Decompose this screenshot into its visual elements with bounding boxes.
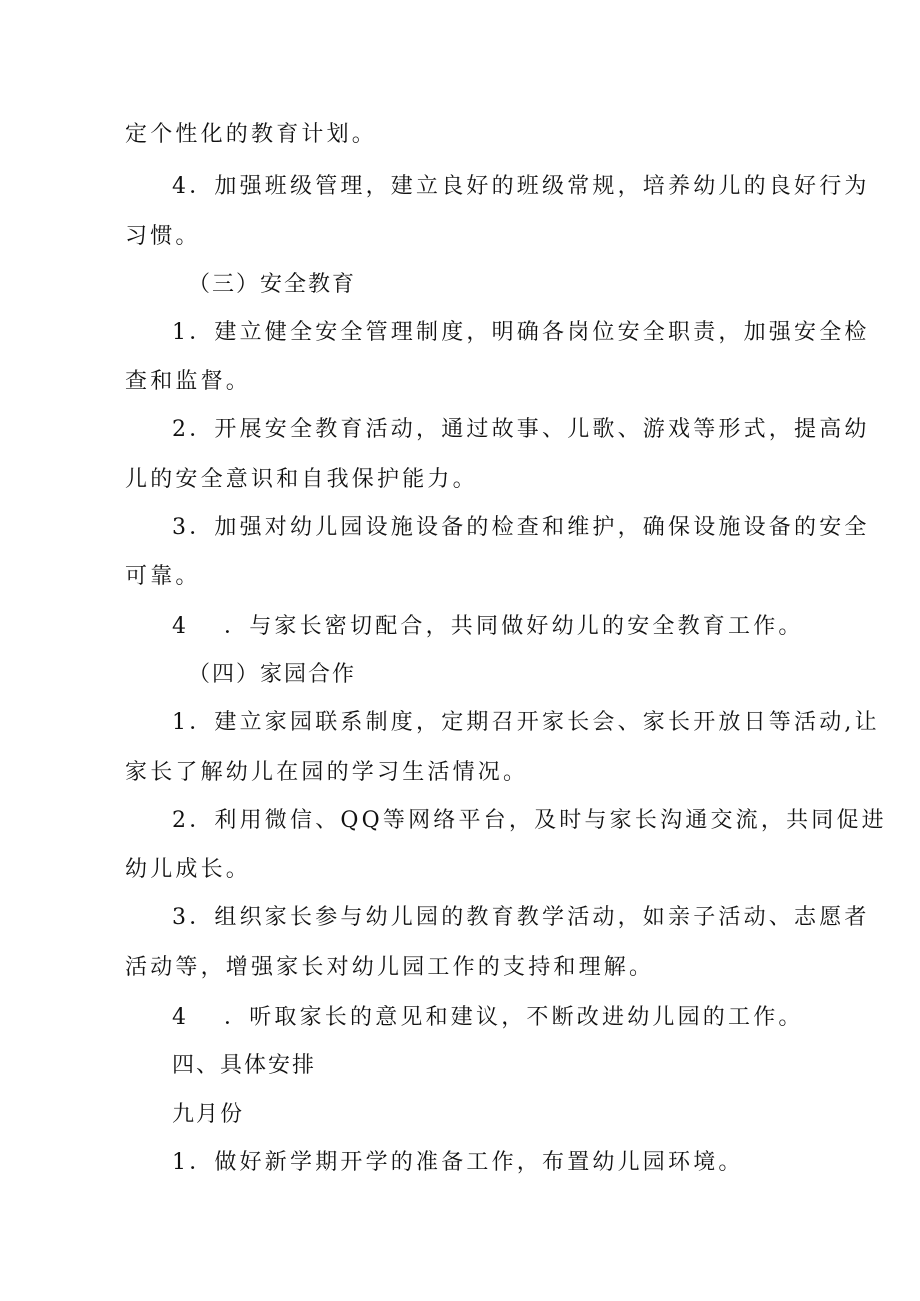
list-item-4-second-line: 习惯。 [125, 224, 201, 249]
cooperation-item-2-first-line: 2．利用微信、QQ等网络平台，及时与家长沟通交流，共同促进 [172, 808, 887, 833]
safety-item-3-first-line: 3．加强对幼儿园设施设备的检查和维护，确保设施设备的安全 [172, 515, 870, 540]
month-heading-september: 九月份 [172, 1102, 245, 1127]
safety-item-1-second-line: 查和监督。 [125, 369, 252, 394]
safety-item-1-first-line: 1．建立健全安全管理制度，明确各岗位安全职责，加强安全检 [172, 320, 870, 345]
item-text: ．与家长密切配合，共同做好幼儿的安全教育工作。 [224, 614, 804, 639]
section-heading-specific-arrangements: 四、具体安排 [172, 1053, 317, 1078]
paragraph-continuation: 定个性化的教育计划。 [125, 122, 378, 147]
item-number: 4 [172, 1005, 186, 1030]
cooperation-item-2-second-line: 幼儿成长。 [125, 857, 252, 882]
item-text: ．听取家长的意见和建议，不断改进幼儿园的工作。 [224, 1005, 804, 1030]
safety-item-2-first-line: 2．开展安全教育活动，通过故事、儿歌、游戏等形式，提高幼 [172, 417, 870, 442]
cooperation-item-1-second-line: 家长了解幼儿在园的学习生活情况。 [125, 760, 529, 785]
cooperation-item-1-first-line: 1．建立家园联系制度，定期召开家长会、家长开放日等活动,让 [172, 710, 880, 735]
safety-item-3-second-line: 可靠。 [125, 564, 201, 589]
section-heading-home-school-cooperation: （四）家园合作 [188, 662, 357, 687]
cooperation-item-3-second-line: 活动等，增强家长对幼儿园工作的支持和理解。 [125, 955, 655, 980]
safety-item-4 [172, 612, 804, 642]
item-number: 4 [172, 614, 186, 639]
list-item-4-first-line: 4．加强班级管理，建立良好的班级常规，培养幼儿的良好行为 [172, 174, 870, 199]
cooperation-item-4 [172, 1003, 804, 1033]
safety-item-2-second-line: 儿的安全意识和自我保护能力。 [125, 467, 478, 492]
cooperation-item-3-first-line: 3．组织家长参与幼儿园的教育教学活动，如亲子活动、志愿者 [172, 905, 870, 930]
september-item-1: 1．做好新学期开学的准备工作，布置幼儿园环境。 [172, 1150, 744, 1175]
section-heading-safety-education: （三）安全教育 [188, 272, 357, 297]
